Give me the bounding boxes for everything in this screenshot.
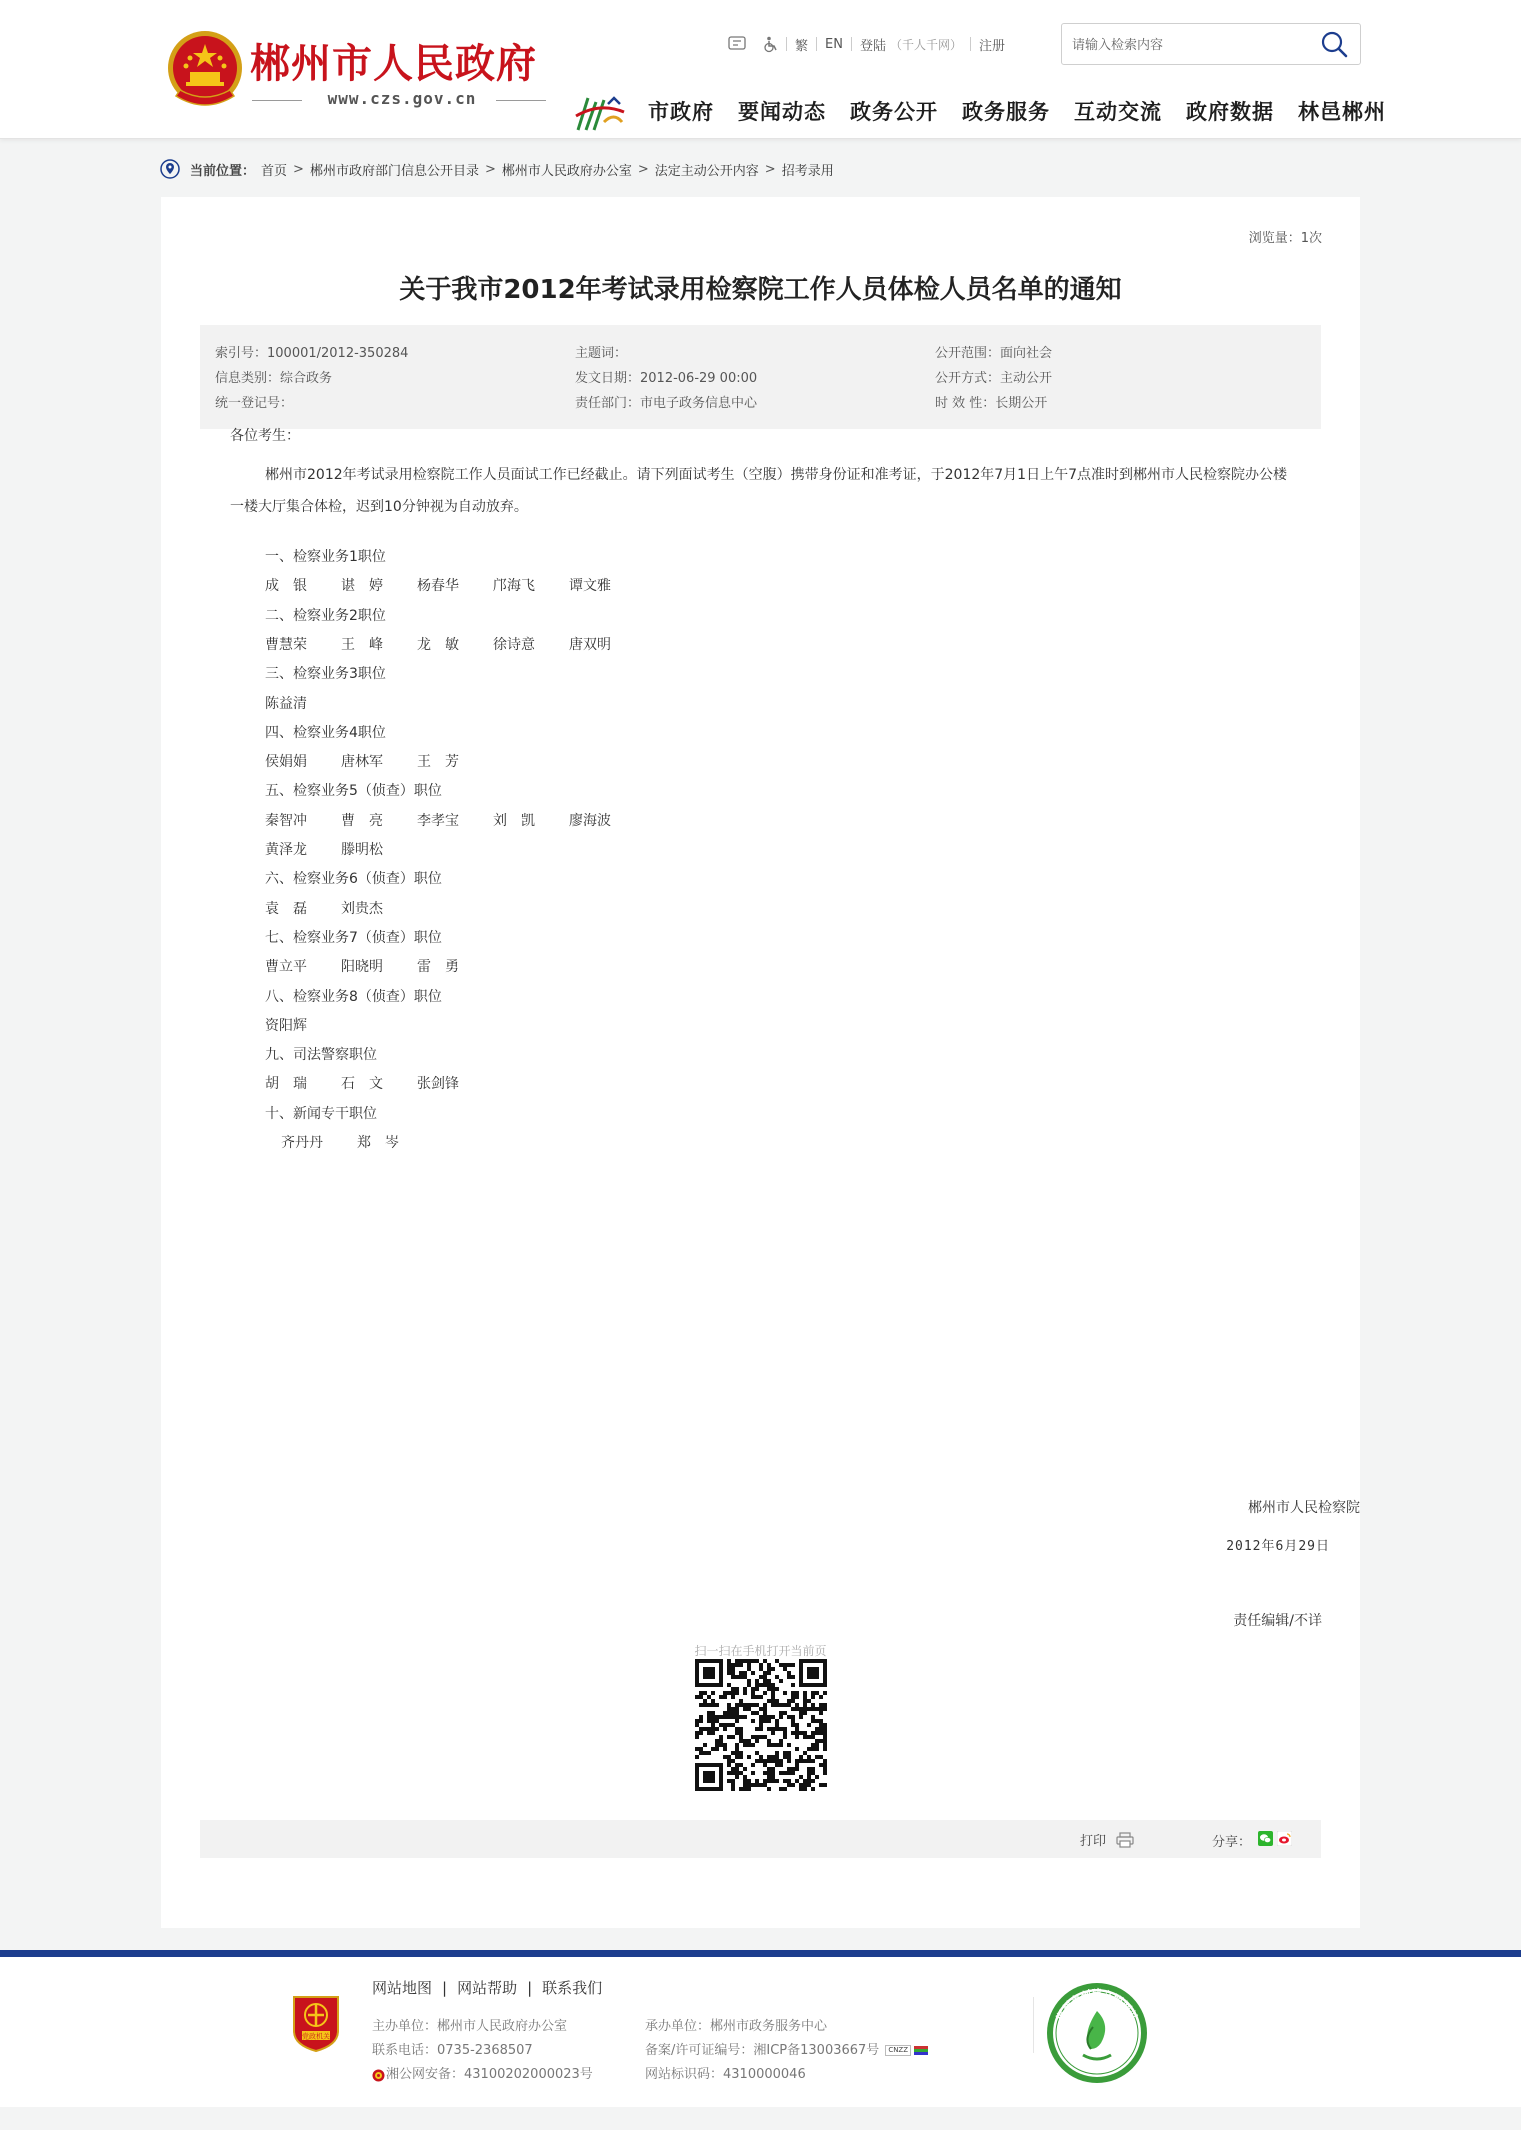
location-pin-icon: [160, 159, 180, 179]
weibo-icon[interactable]: [1277, 1831, 1292, 1846]
site-footer: [0, 1957, 1521, 2107]
candidate-name: 侯娟娟: [265, 754, 307, 771]
login-link[interactable]: [852, 35, 970, 54]
search-box: [1061, 23, 1361, 65]
position-heading: 八、检察业务8（侦查）职位: [265, 988, 442, 1005]
article-meta-table: [200, 325, 1321, 429]
candidate-name: 唐林军: [341, 754, 383, 771]
candidate-name: 雷 勇: [417, 959, 459, 976]
candidate-row: [265, 634, 611, 654]
breadcrumb-separator: >: [484, 161, 496, 177]
footer-link-sitemap[interactable]: 网站地图: [372, 1979, 433, 1997]
meta-validity: 时 效 性：长期公开: [935, 396, 1048, 411]
candidate-row: [265, 751, 459, 771]
greeting: 各位考生：: [230, 428, 300, 444]
candidate-name: 石 文: [341, 1076, 383, 1093]
nav-item-gov-data[interactable]: 政府数据: [1186, 100, 1274, 124]
meta-category: 信息类别：综合政务: [215, 371, 333, 386]
candidate-name: 谭文雅: [569, 578, 611, 595]
footer-info-right: [645, 2015, 928, 2087]
signature-date: 2012年6月29日: [1226, 1539, 1330, 1554]
site-url: www.czs.gov.cn: [327, 89, 477, 108]
civilized-website-badge-icon[interactable]: [1045, 1981, 1149, 2085]
candidate-row: [265, 1073, 459, 1093]
search-input[interactable]: [1072, 34, 1312, 56]
candidate-row: [281, 1132, 399, 1152]
position-heading: 二、检察业务2职位: [265, 607, 386, 624]
stats-badge-icon[interactable]: [914, 2046, 928, 2055]
candidate-name: 王 峰: [341, 636, 383, 653]
site-title[interactable]: 郴州市人民政府: [250, 40, 537, 87]
divider: [496, 100, 546, 101]
candidate-row: [265, 898, 383, 918]
party-gov-badge-icon[interactable]: [290, 1993, 342, 2053]
print-label: 打印: [1080, 1834, 1107, 1849]
meta-dept: 责任部门：市电子政务信息中心: [575, 396, 758, 411]
article-card: [161, 197, 1360, 1928]
candidate-name: 杨春华: [417, 578, 459, 595]
accessibility-mode-icon[interactable]: [720, 36, 754, 52]
candidate-name: 唐双明: [569, 636, 611, 653]
footer-sponsor: 主办单位：郴州市人民政府办公室: [372, 2019, 568, 2034]
breadcrumb-separator: >: [764, 161, 776, 177]
article-title: 关于我市2012年考试录用检察院工作人员体检人员名单的通知: [399, 275, 1122, 305]
footer-link-separator: |: [442, 1978, 448, 1997]
breadcrumb-disclosure-catalog[interactable]: 郴州市政府部门信息公开目录: [309, 163, 479, 179]
footer-divider: [1033, 1997, 1034, 2053]
nav-item-gov-affairs[interactable]: 政务公开: [850, 100, 938, 124]
login-note: （千人千网）: [889, 37, 962, 52]
nav-item-interaction[interactable]: 互动交流: [1074, 100, 1162, 124]
share-label: 分享：: [1212, 1835, 1252, 1850]
candidate-row: [265, 575, 611, 595]
position-heading: 十、新闻专干职位: [265, 1105, 377, 1122]
footer-info-left: [372, 2015, 593, 2087]
candidate-name: 黄泽龙: [265, 842, 307, 858]
english-link[interactable]: EN: [825, 36, 843, 52]
site-header: [0, 0, 1521, 139]
footer-accent-bar: [0, 1950, 1521, 1957]
search-icon: [1320, 30, 1348, 58]
breadcrumb-statutory-content[interactable]: 法定主动公开内容: [654, 163, 759, 179]
police-badge-icon: [372, 2069, 385, 2082]
view-count: 浏览量：1次: [1248, 231, 1322, 246]
footer-police-reg-row[interactable]: [372, 2063, 593, 2087]
candidate-name: 阳晓明: [341, 959, 383, 976]
civ-badge-text-path: 郴州市创建文明网站: [1055, 1989, 1139, 2023]
printer-icon: [1116, 1832, 1134, 1848]
top-toolbar: [720, 32, 1013, 56]
position-heading: 一、检察业务1职位: [265, 549, 386, 565]
intro-paragraph: 郴州市2012年考试录用检察院工作人员面试工作已经截止。请下列面试考生（空腹）携带身份证和准考证，于2012年7月1日上午7点准时到郴州市人民检察院办公楼一楼大厅集合体检，迟到10分钟视为自动放弃。: [230, 467, 1287, 515]
candidate-row: [265, 693, 307, 713]
meta-index-no: 索引号：100001/2012-350284: [215, 346, 409, 361]
register-link[interactable]: 注册: [979, 38, 1006, 54]
footer-icp-row: [645, 2039, 928, 2063]
footer-phone: 联系电话：0735-2368507: [372, 2043, 533, 2058]
traditional-chinese-link[interactable]: 繁: [795, 38, 809, 54]
candidate-name: 秦智冲: [265, 812, 307, 829]
responsible-editor: 责任编辑/不详: [1233, 1613, 1322, 1629]
candidate-name: 曹 亮: [341, 812, 383, 829]
breadcrumb-label: 当前位置：: [190, 163, 256, 179]
candidate-row: [265, 839, 383, 859]
nav-item-government[interactable]: 市政府: [648, 100, 714, 124]
nav-item-news[interactable]: 要闻动态: [738, 100, 826, 124]
qr-caption: 扫一扫在手机打开当前页: [694, 1644, 827, 1658]
cnzz-badge[interactable]: CNZZ: [885, 2045, 911, 2056]
candidate-name: 王 芳: [417, 754, 459, 771]
position-heading: 五、检察业务5（侦查）职位: [265, 783, 442, 800]
candidate-name: 曹立平: [265, 959, 307, 976]
candidate-row: [265, 956, 459, 976]
meta-topic: 主题词：: [575, 346, 628, 361]
candidate-name: 李孝宝: [417, 812, 459, 829]
candidate-name: 刘 凯: [493, 812, 535, 829]
footer-bottom-strip: [0, 2107, 1521, 2130]
meta-issue-date: 发文日期：2012-06-29 00:00: [575, 371, 758, 386]
candidate-name: 成 银: [265, 578, 307, 595]
main-nav: [648, 96, 1386, 126]
candidate-name: 曹慧荣: [265, 636, 307, 653]
breadcrumb-separator: >: [293, 161, 304, 177]
footer-links: [372, 1977, 602, 1998]
candidate-name: 张剑锋: [417, 1076, 459, 1093]
wechat-icon[interactable]: [1258, 1831, 1273, 1846]
footer-police-reg: 湘公网安备：43100202000023号: [386, 2067, 593, 2082]
login-label: 登陆: [859, 38, 886, 54]
candidate-name: 陈益清: [265, 695, 307, 712]
position-heading: 四、检察业务4职位: [265, 724, 386, 741]
search-button[interactable]: [1316, 28, 1352, 60]
candidate-name: 谌 婷: [341, 578, 383, 595]
breadcrumb-separator: >: [637, 161, 649, 177]
candidate-name: 胡 瑞: [265, 1076, 307, 1093]
candidate-name: 徐诗意: [493, 636, 535, 653]
national-emblem-icon[interactable]: [162, 28, 248, 112]
candidate-name: 袁 磊: [265, 900, 307, 917]
breadcrumb-home[interactable]: 首页: [261, 163, 288, 179]
print-button[interactable]: [1080, 1830, 1134, 1849]
candidate-name: 邝海飞: [493, 578, 535, 595]
site-url-block: [252, 89, 546, 109]
position-heading: 七、检察业务7（侦查）职位: [265, 929, 442, 946]
candidate-name: 齐丹丹: [281, 1135, 323, 1151]
position-heading: 九、司法警察职位: [265, 1047, 377, 1064]
candidate-name: 廖海波: [569, 812, 611, 829]
wheelchair-icon[interactable]: [754, 36, 786, 53]
party-badge-text: 党政机关: [302, 2032, 330, 2041]
footer-link-contact[interactable]: 联系我们: [542, 1979, 603, 1997]
candidate-row: [265, 810, 611, 830]
breadcrumb-gov-office[interactable]: 郴州市人民政府办公室: [501, 163, 632, 179]
footer-icp[interactable]: 备案/许可证编号：湘ICP备13003667号: [645, 2043, 880, 2058]
city-logo-icon: [574, 92, 626, 136]
footer-link-help[interactable]: 网站帮助: [457, 1979, 518, 1997]
candidate-row: [265, 1015, 307, 1035]
position-heading: 六、检察业务6（侦查）职位: [265, 871, 442, 888]
candidate-name: 刘贵杰: [341, 900, 383, 917]
breadcrumb-recruitment[interactable]: 招考录用: [781, 163, 834, 179]
candidate-name: 滕明松: [341, 842, 383, 858]
signature-org: 郴州市人民检察院: [1248, 1500, 1360, 1516]
candidate-name: 资阳辉: [265, 1017, 307, 1034]
nav-item-linyi-chenzhou[interactable]: 林邑郴州: [1298, 100, 1386, 124]
footer-link-separator: |: [527, 1978, 533, 1997]
position-heading: 三、检察业务3职位: [265, 666, 386, 683]
meta-method: 公开方式：主动公开: [935, 371, 1053, 386]
candidate-name: 龙 敏: [417, 636, 459, 653]
candidate-name: 郑 岑: [357, 1135, 399, 1151]
footer-site-code: 网站标识码：4310000046: [645, 2067, 806, 2082]
breadcrumb: [160, 158, 834, 180]
share-bar: [200, 1820, 1321, 1858]
divider: [252, 100, 302, 101]
qr-code-icon: [695, 1659, 827, 1791]
meta-reg-no: 统一登记号：: [215, 396, 294, 411]
footer-operator: 承办单位：郴州市政务服务中心: [645, 2019, 828, 2034]
nav-item-gov-services[interactable]: 政务服务: [962, 100, 1050, 124]
meta-scope: 公开范围：面向社会: [935, 346, 1053, 361]
